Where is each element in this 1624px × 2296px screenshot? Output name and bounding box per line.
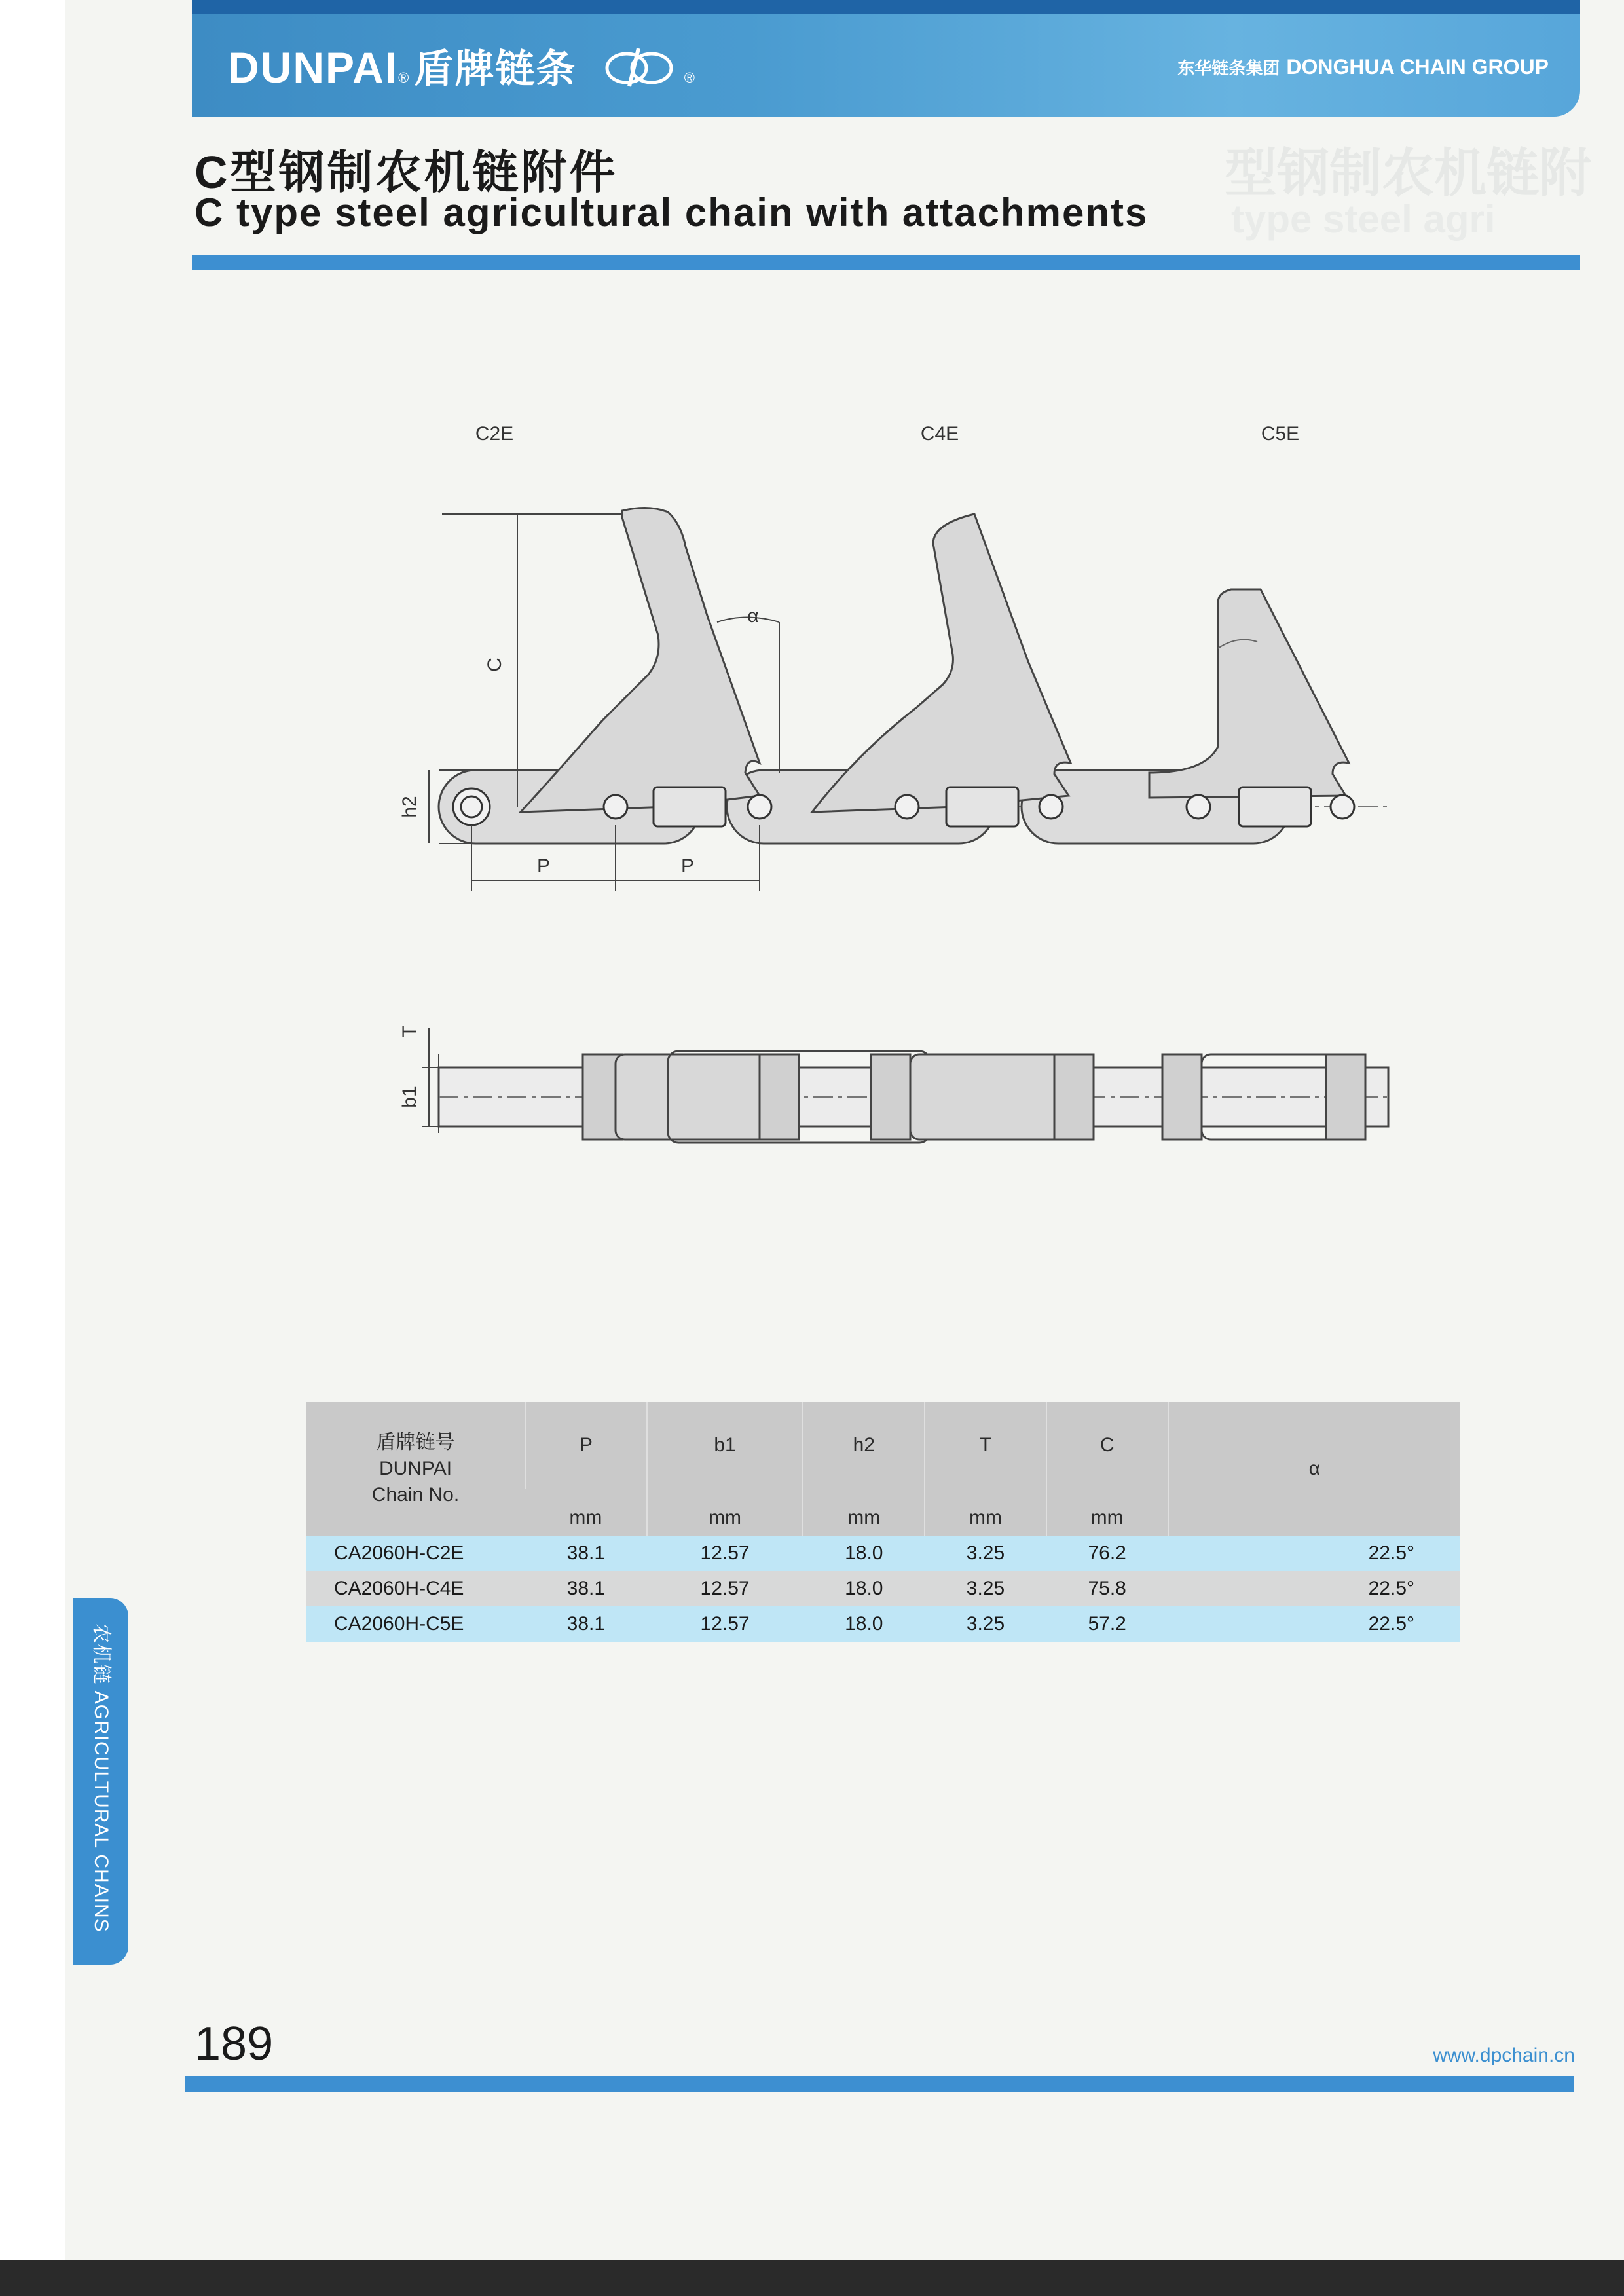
attachment-label-c2e: C2E bbox=[475, 423, 514, 445]
unit-b1: mm bbox=[647, 1489, 803, 1536]
dim-label-b1: b1 bbox=[399, 1086, 420, 1108]
cell-t: 3.25 bbox=[925, 1571, 1046, 1606]
scan-edge bbox=[0, 2260, 1624, 2296]
chain-drawing bbox=[341, 406, 1414, 1195]
chain-no: CA2060H-C4E bbox=[306, 1571, 525, 1606]
header-b1: b1 bbox=[647, 1402, 803, 1489]
cell-c: 75.8 bbox=[1046, 1571, 1168, 1606]
brand-registered-mark: ® bbox=[398, 69, 411, 86]
attachment-c2e bbox=[521, 508, 760, 812]
cell-t: 3.25 bbox=[925, 1606, 1046, 1642]
header-p: P bbox=[525, 1402, 647, 1489]
show-through-text: 型钢制农机链附 bbox=[1225, 144, 1591, 202]
table-row bbox=[306, 1536, 1460, 1571]
dim-label-h2: h2 bbox=[399, 796, 420, 818]
cell-b1: 12.57 bbox=[647, 1536, 803, 1571]
attachment-c4e bbox=[812, 514, 1071, 812]
unit-p: mm bbox=[525, 1489, 647, 1536]
header-banner bbox=[192, 0, 1580, 117]
cell-c: 57.2 bbox=[1046, 1606, 1168, 1642]
page-margin bbox=[0, 0, 65, 2296]
group-name bbox=[1177, 55, 1549, 79]
group-name-cn: 东华链条集团 bbox=[1177, 58, 1280, 78]
header-chain-no bbox=[306, 1402, 525, 1536]
cell-p: 38.1 bbox=[525, 1606, 647, 1642]
cell-h2: 18.0 bbox=[803, 1606, 925, 1642]
unit-c: mm bbox=[1046, 1489, 1168, 1536]
unit-t: mm bbox=[925, 1489, 1046, 1536]
cell-c: 76.2 bbox=[1046, 1536, 1168, 1571]
section-tab-label: 农机链 AGRICULTURAL CHAINS bbox=[90, 1623, 112, 1933]
website-link[interactable]: www.dpchain.cn bbox=[1433, 2045, 1575, 2066]
attachment-c5e bbox=[1149, 589, 1349, 798]
header-rule bbox=[192, 255, 1580, 270]
attachment-label-c5e: C5E bbox=[1261, 423, 1300, 445]
table-header-row bbox=[306, 1402, 1460, 1489]
spec-table bbox=[306, 1402, 1460, 1642]
cell-h2: 18.0 bbox=[803, 1571, 925, 1606]
brand-name-cn: 盾牌链条 bbox=[414, 47, 577, 91]
dim-label-p2: P bbox=[680, 855, 695, 877]
dim-label-c: C bbox=[484, 657, 506, 672]
show-through-text: type steel agri bbox=[1231, 197, 1496, 241]
chain-no: CA2060H-C5E bbox=[306, 1606, 525, 1642]
table-row bbox=[306, 1571, 1460, 1606]
banner-top-stripe bbox=[192, 0, 1580, 14]
header-c: C bbox=[1046, 1402, 1168, 1489]
table-row bbox=[306, 1606, 1460, 1642]
brand-logo bbox=[228, 38, 696, 99]
header-chain-brand: DUNPAI bbox=[378, 1458, 452, 1479]
cell-b1: 12.57 bbox=[647, 1571, 803, 1606]
page-title-en: C type steel agricultural chain with attachments bbox=[194, 191, 1149, 234]
dim-label-t: T bbox=[399, 1025, 420, 1038]
header-chain-en: Chain No. bbox=[371, 1484, 460, 1506]
attachment-label-c4e: C4E bbox=[920, 423, 959, 445]
page-number: 189 bbox=[194, 2018, 274, 2070]
chain-no: CA2060H-C2E bbox=[306, 1536, 525, 1571]
cell-alpha: 22.5° bbox=[1168, 1536, 1461, 1571]
header-chain-cn: 盾牌链号 bbox=[376, 1432, 455, 1453]
cell-p: 38.1 bbox=[525, 1571, 647, 1606]
dp-logo-icon bbox=[599, 43, 684, 99]
header-alpha: α bbox=[1168, 1402, 1461, 1536]
footer-rule bbox=[185, 2076, 1574, 2092]
logo-registered-mark: ® bbox=[684, 69, 696, 86]
cell-alpha: 22.5° bbox=[1168, 1606, 1461, 1642]
header-t: T bbox=[925, 1402, 1046, 1489]
dim-label-p1: P bbox=[536, 855, 551, 877]
cell-alpha: 22.5° bbox=[1168, 1571, 1461, 1606]
chain-top-view bbox=[439, 1051, 1388, 1143]
dim-label-alpha: α bbox=[747, 605, 759, 627]
group-name-en: DONGHUA CHAIN GROUP bbox=[1286, 55, 1549, 79]
cell-t: 3.25 bbox=[925, 1536, 1046, 1571]
cell-p: 38.1 bbox=[525, 1536, 647, 1571]
page-title-cn: C型钢制农机链附件 bbox=[194, 147, 618, 198]
brand-name: DUNPAI bbox=[228, 43, 399, 92]
cell-h2: 18.0 bbox=[803, 1536, 925, 1571]
header-h2: h2 bbox=[803, 1402, 925, 1489]
unit-h2: mm bbox=[803, 1489, 925, 1536]
cell-b1: 12.57 bbox=[647, 1606, 803, 1642]
